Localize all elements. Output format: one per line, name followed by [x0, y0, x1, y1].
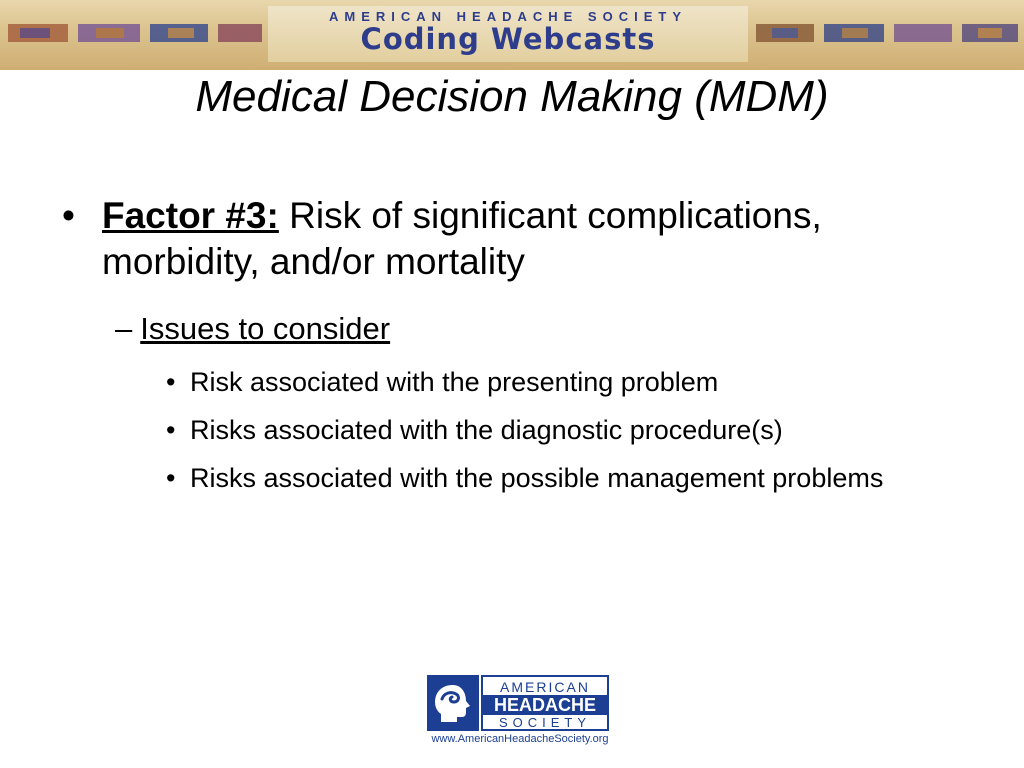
sub-point-dash: –	[115, 311, 133, 346]
list-item-bullet: •	[166, 463, 176, 493]
banner-society-name: AMERICAN HEADACHE SOCIETY	[328, 9, 687, 24]
main-point-text-block	[102, 193, 962, 285]
logo-line-society: SOCIETY	[498, 715, 592, 730]
list-item-bullet: •	[166, 367, 176, 397]
logo-url: www.AmericanHeadacheSociety.org	[431, 733, 609, 745]
sub-point	[115, 310, 390, 348]
society-logo	[425, 673, 611, 745]
slide-title: Medical Decision Making (MDM)	[195, 72, 829, 121]
head-profile-icon	[427, 675, 479, 731]
main-point-bullet: •	[62, 195, 75, 236]
factor-description: Risk of significant complications, morbidity, and/or mortality	[102, 195, 822, 282]
header-banner	[0, 0, 1024, 70]
list-item-text: Risks associated with the diagnostic procedure(s)	[190, 415, 783, 445]
banner-program-title: Coding Webcasts	[360, 22, 656, 56]
factor-label: Factor #3:	[102, 195, 279, 236]
list-item-text: Risk associated with the presenting problem	[190, 367, 719, 397]
logo-wordmark	[481, 675, 609, 731]
logo-line-american: AMERICAN	[500, 679, 590, 695]
logo-line-headache: HEADACHE	[483, 695, 607, 715]
list-item-bullet: •	[166, 415, 176, 445]
sub-point-text: Issues to consider	[140, 311, 391, 346]
list-item-text: Risks associated with the possible management problems	[190, 463, 884, 493]
